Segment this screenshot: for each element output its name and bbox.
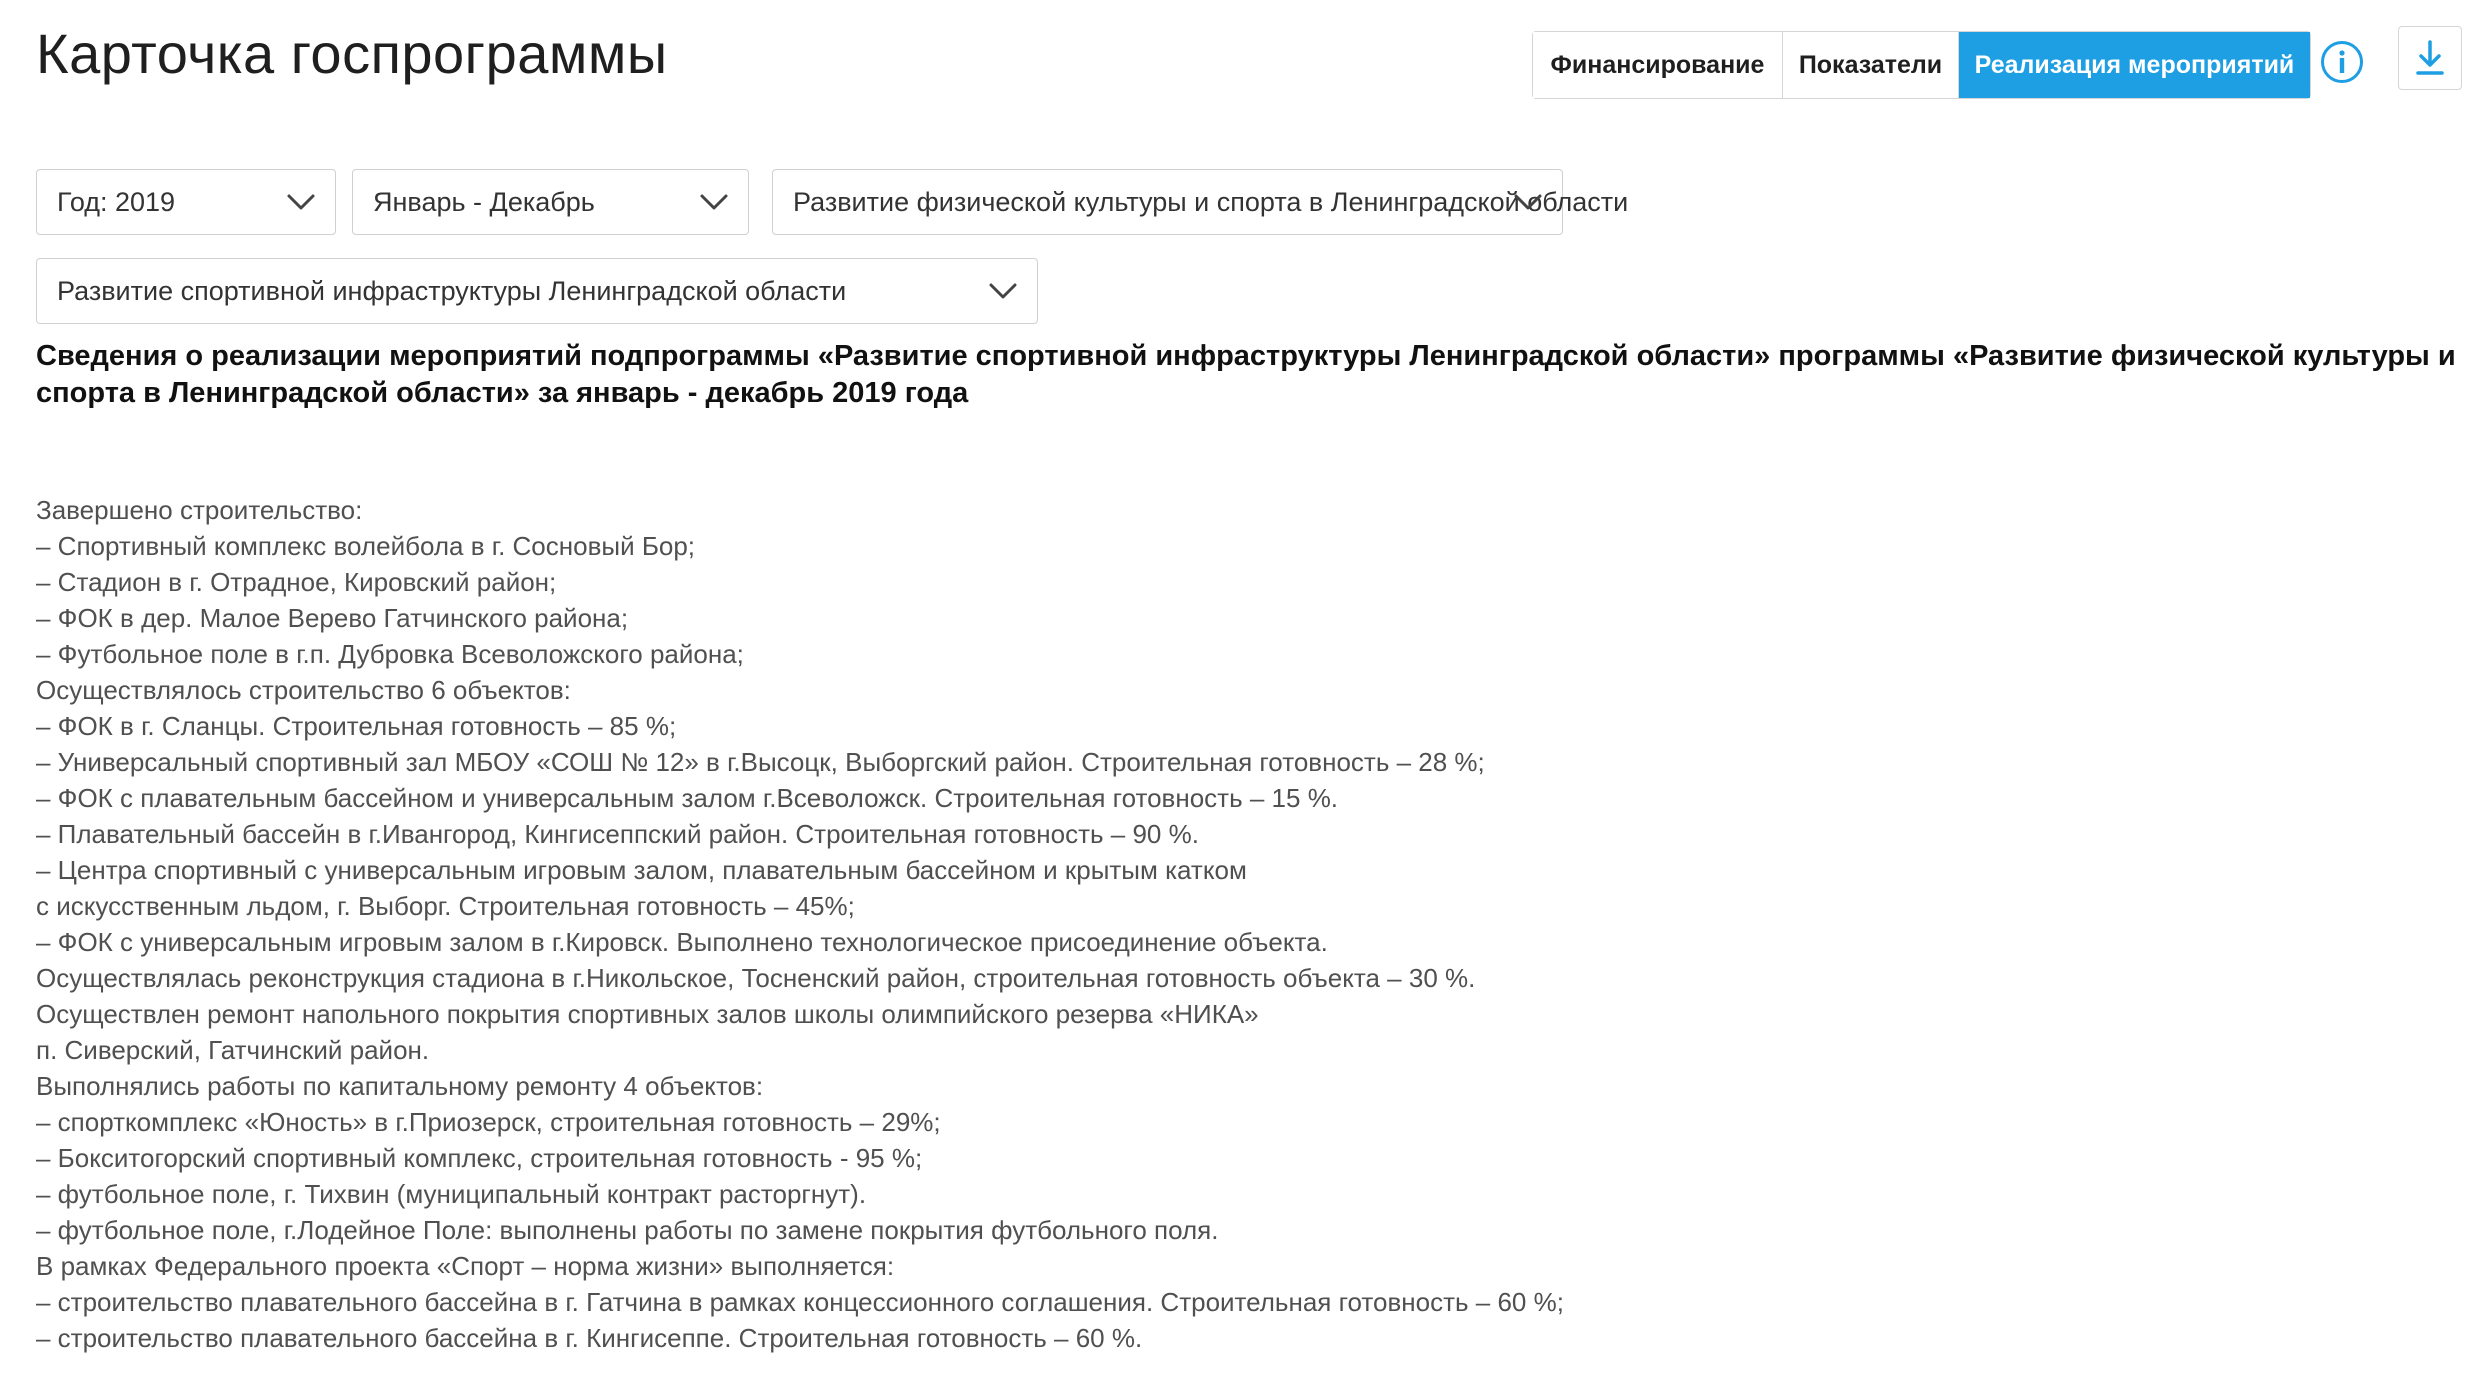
program-select-value: Развитие физической культуры и спорта в Ленинградской области <box>793 187 1629 217</box>
report-line: – Плавательный бассейн в г.Ивангород, Кингисеппский район. Строительная готовность – 90 %. <box>36 819 1199 849</box>
report-line: – Бокситогорский спортивный комплекс, строительная готовность - 95 %; <box>36 1143 923 1173</box>
tab-indicators[interactable]: Показатели <box>1783 32 1959 98</box>
period-select[interactable] <box>352 169 749 235</box>
chevron-down-icon <box>987 279 1019 303</box>
info-button[interactable] <box>2320 40 2364 84</box>
report-line: – ФОК в г. Сланцы. Строительная готовность – 85 %; <box>36 711 677 741</box>
report-line: с искусственным льдом, г. Выборг. Строительная готовность – 45%; <box>36 891 855 921</box>
report-line: – ФОК с универсальным игровым залом в г.Кировск. Выполнено технологическое присоединение объекта. <box>36 927 1328 957</box>
report-line: Осуществлялось строительство 6 объектов: <box>36 675 571 705</box>
report-line: п. Сиверский, Гатчинский район. <box>36 1035 430 1065</box>
report-line: – строительство плавательного бассейна в г. Гатчина в рамках концессионного соглашения. Строительная готовность – 60 %; <box>36 1287 1564 1317</box>
chevron-down-icon <box>1512 190 1544 214</box>
download-icon <box>2415 40 2445 76</box>
report-line: Осуществлялась реконструкция стадиона в г.Никольское, Тосненский район, строительная готовность объекта – 30 %. <box>36 963 1476 993</box>
tab-events-implementation[interactable]: Реализация мероприятий <box>1959 32 2310 98</box>
info-circle-icon <box>2320 40 2364 84</box>
subprogram-select[interactable] <box>36 258 1038 324</box>
program-select[interactable] <box>772 169 1629 235</box>
report-line: Осуществлен ремонт напольного покрытия спортивных залов школы олимпийского резерва «НИКА» <box>36 999 1259 1029</box>
report-line: – ФОК в дер. Малое Верево Гатчинского района; <box>36 603 629 633</box>
report-line: – Спортивный комплекс волейбола в г. Сосновый Бор; <box>36 531 696 561</box>
report-line: – футбольное поле, г. Тихвин (муниципальный контракт расторгнут). <box>36 1179 867 1209</box>
report-line: – Центра спортивный с универсальным игровым залом, плавательным бассейном и крытым катком <box>36 855 1247 885</box>
report-line: – Стадион в г. Отрадное, Кировский район; <box>36 567 557 597</box>
report-line: – футбольное поле, г.Лодейное Поле: выполнены работы по замене покрытия футбольного поля. <box>36 1215 1219 1245</box>
report-line: Выполнялись работы по капитальному ремонту 4 объектов: <box>36 1071 764 1101</box>
year-select-value: Год: 2019 <box>57 187 176 217</box>
page-title: Карточка госпрограммы <box>36 22 668 85</box>
report-line: – строительство плавательного бассейна в г. Кингисеппе. Строительная готовность – 60 %. <box>36 1323 1143 1353</box>
subprogram-select-value: Развитие спортивной инфраструктуры Ленинградской области <box>57 276 847 306</box>
report-line: – Универсальный спортивный зал МБОУ «СОШ № 12» в г.Высоцк, Выборгский район. Строительная готовность – 28 %; <box>36 747 1485 777</box>
chevron-down-icon <box>285 190 317 214</box>
tab-financing[interactable]: Финансирование <box>1533 32 1783 98</box>
section-heading: Сведения о реализации мероприятий подпрограммы «Развитие спортивной инфраструктуры Ленинградской области» программы «Развитие физической культуры и спорта в Ленинградской области» за январь - декабрь 2019 года <box>36 340 2456 409</box>
download-button[interactable] <box>2398 26 2462 90</box>
period-select-value: Январь - Декабрь <box>373 187 595 217</box>
report-line: В рамках Федерального проекта «Спорт – норма жизни» выполняется: <box>36 1251 895 1281</box>
view-tabs <box>1532 31 2311 99</box>
report-line: – ФОК с плавательным бассейном и универсальным залом г.Всеволожск. Строительная готовность – 15 %. <box>36 783 1339 813</box>
report-line: – Футбольное поле в г.п. Дубровка Всеволожского района; <box>36 639 744 669</box>
chevron-down-icon <box>698 190 730 214</box>
report-line: – спорткомплекс «Юность» в г.Приозерск, строительная готовность – 29%; <box>36 1107 941 1137</box>
report-text <box>36 492 2436 1356</box>
year-select[interactable] <box>36 169 336 235</box>
report-line: Завершено строительство: <box>36 495 363 525</box>
